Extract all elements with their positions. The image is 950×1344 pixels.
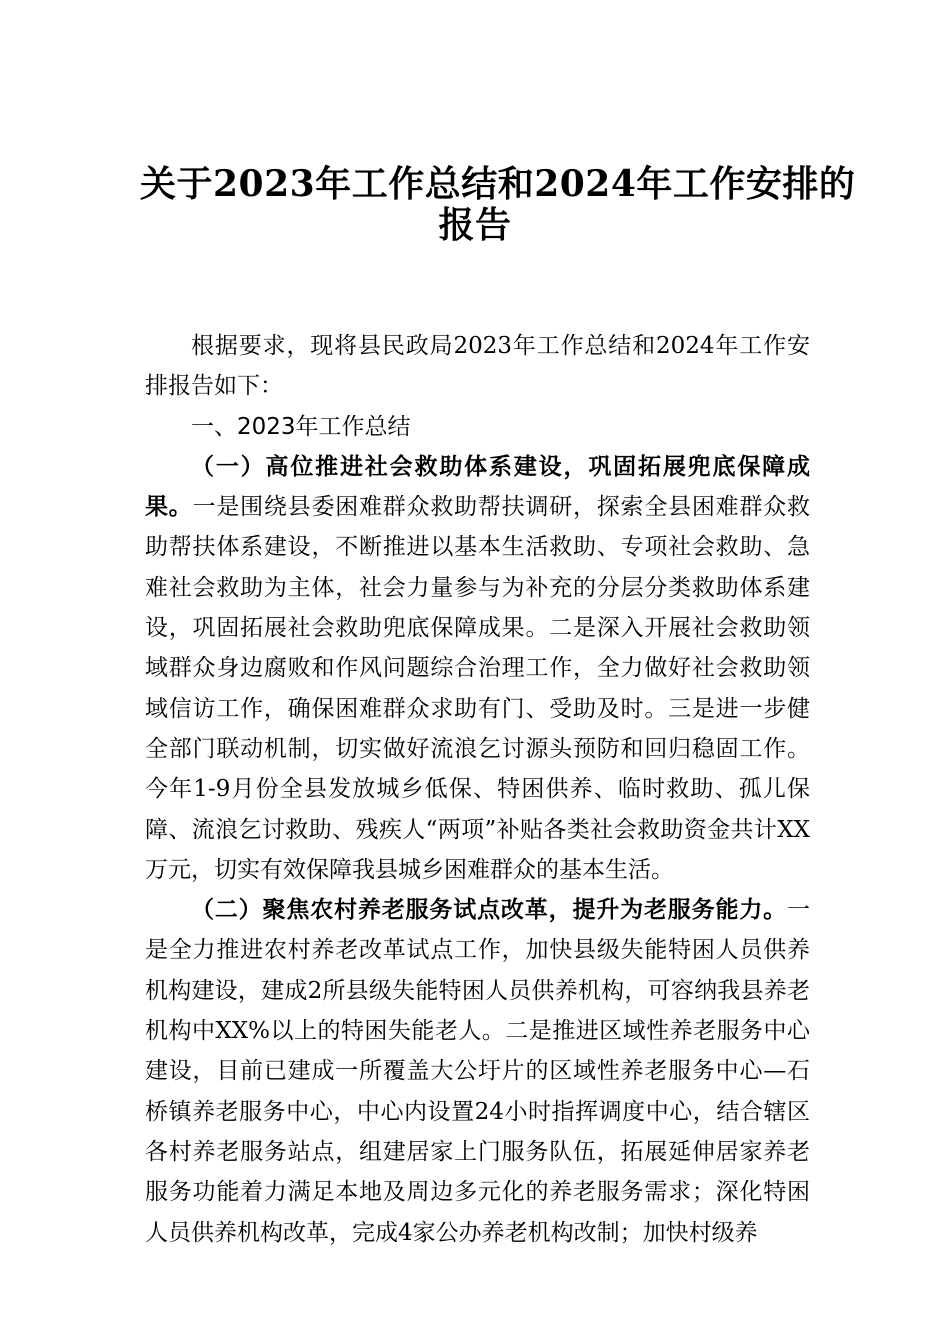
document-body: [145, 326, 810, 1253]
document-title-line-2: 报告: [438, 204, 512, 246]
document-title-line-1: 关于2023年工作总结和2024年工作安排的: [140, 163, 856, 205]
section-1-heading: 一、2023年工作总结: [191, 413, 411, 440]
subsection-2-paragraph: [145, 890, 810, 1253]
subsection-1-heading: （一）高位推进社会救助体系建设，巩固拓展兜底保障成果。: [145, 452, 810, 521]
subsection-2-body: 一是全力推进农村养老改革试点工作，加快县级失能特困人员供养机构建设，建成2所县级失能特困人员供养机构，可容纳我县养老机构中XX%以上的特困失能老人。二是推进区域性养老服务中心建设，目前已建成一所覆盖大公圩片的区域性养老服务中心—石桥镇养老服务中心，中心内设置24小时指挥调度中心，结合辖区各村养老服务站点，组建居家上门服务队伍，拓展延伸居家养老服务功能着力满足本地及周边多元化的养老服务需求；深化特困人员供养机构改革，完成4家公办养老机构改制；加快村级养: [145, 897, 810, 1246]
intro-paragraph: 根据要求，现将县民政局2023年工作总结和2024年工作安排报告如下：: [145, 333, 810, 400]
section-heading: [145, 407, 810, 447]
subsection-2-heading: （二）聚焦农村养老服务试点改革，提升为老服务能力。: [191, 896, 787, 924]
subsection-1-paragraph: [145, 447, 810, 890]
subsection-1-body: 一是围绕县委困难群众救助帮扶调研，探索全县困难群众救助帮扶体系建设，不断推进以基本生活救助、专项社会救助、急难社会救助为主体，社会力量参与为补充的分层分类救助体系建设，巩固拓展社会救助兜底保障成果。二是深入开展社会救助领域群众身边腐败和作风问题综合治理工作，全力做好社会救助领域信访工作，确保困难群众求助有门、受助及时。三是进一步健全部门联动机制，切实做好流浪乞讨源头预防和回归稳固工作。今年1-9月份全县发放城乡低保、特困供养、临时救助、孤儿保障、流浪乞讨救助、残疾人“两项”补贴各类社会救助资金共计XX万元，切实有效保障我县城乡困难群众的基本生活。: [145, 494, 811, 883]
